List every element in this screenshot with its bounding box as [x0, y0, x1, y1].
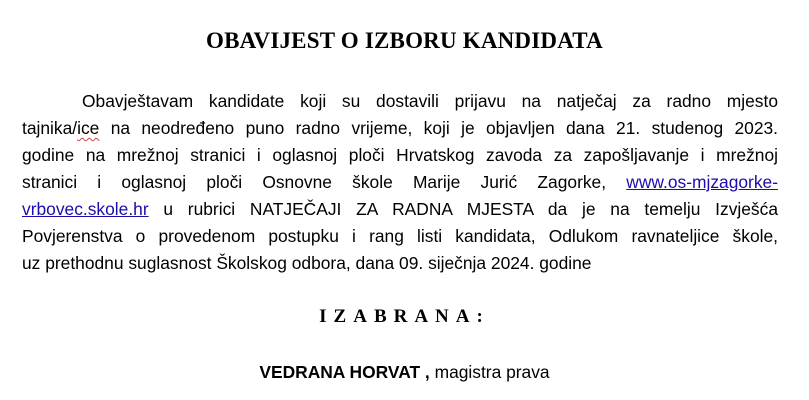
candidate-title: magistra prava	[429, 362, 550, 382]
notice-paragraph	[22, 88, 778, 277]
paragraph-line-7	[22, 250, 778, 277]
selected-candidate	[0, 362, 809, 383]
paragraph-line-2	[22, 115, 778, 142]
line-2-text-c: na neodređeno puno radno vrijeme, koji je objavljen dana 21. studenog 2023.	[99, 118, 778, 138]
paragraph-line-3	[22, 142, 778, 169]
selected-heading: IZABRANA:	[319, 306, 490, 327]
paragraph-line-5	[22, 196, 778, 223]
paragraph-line-6	[22, 223, 778, 250]
document-title: OBAVIJEST O IZBORU KANDIDATA	[206, 28, 603, 53]
line-7-text: uz prethodnu suglasnost Školskog odbora, dana 09. siječnja 2024. godine	[22, 253, 592, 273]
school-website-link-part-2[interactable]: vrbovec.skole.hr	[22, 199, 149, 219]
school-website-link-part-1[interactable]: www.os-mjzagorke-	[626, 172, 778, 192]
paragraph-line-1	[22, 88, 778, 115]
spellcheck-marked-word: ice	[77, 118, 100, 138]
line-3-text: godine na mrežnoj stranici i oglasnoj ploči Hrvatskog zavoda za zapošljavanje i mrežnoj	[22, 145, 778, 165]
line-1-text: Obavještavam kandidate koji su dostavili prijavu na natječaj za radno mjesto	[82, 91, 778, 111]
line-4-text: stranici i oglasnoj ploči Osnovne škole Marije Jurić Zagorke,	[22, 172, 627, 192]
line-2-text-a: tajnika/	[22, 118, 78, 138]
line-6-text: Povjerenstva o provedenom postupku i rang listi kandidata, Odlukom ravnateljice škole,	[22, 226, 778, 246]
line-5-text: u rubrici NATJEČAJI ZA RADNA MJESTA da je na temelju Izvješća	[148, 199, 778, 219]
paragraph-line-4	[22, 169, 778, 196]
candidate-name: VEDRANA HORVAT ,	[259, 362, 430, 382]
